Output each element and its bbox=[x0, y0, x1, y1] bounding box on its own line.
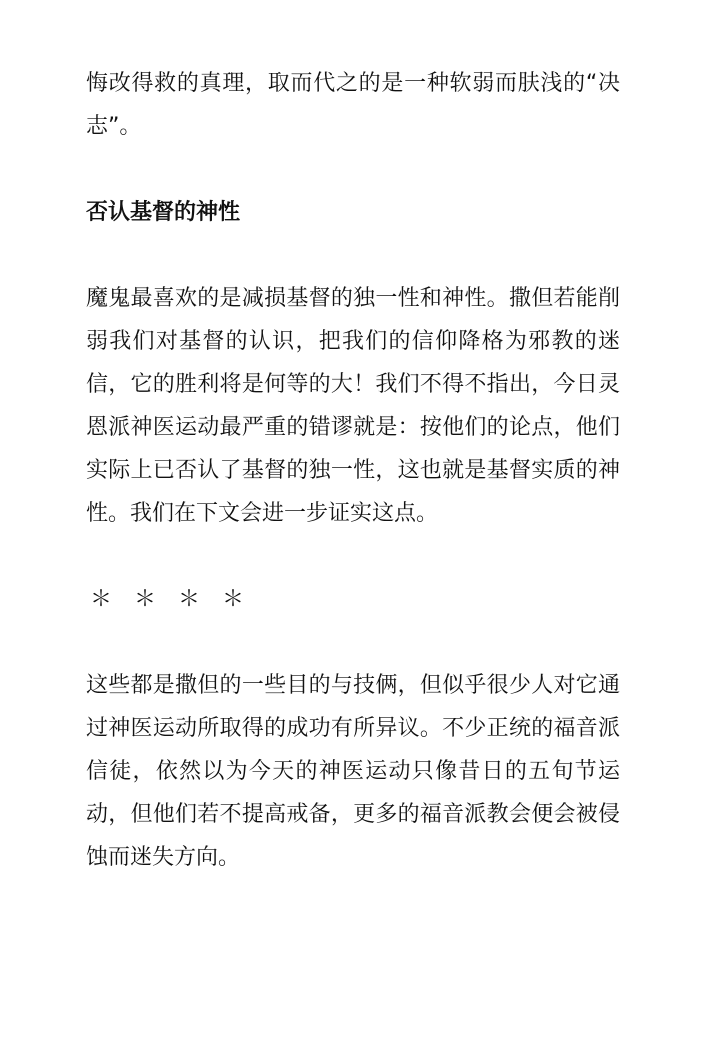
document-page bbox=[86, 62, 620, 879]
paragraph-body: 魔鬼最喜欢的是减损基督的独一性和神性。撒但若能削弱我们对基督的认识，把我们的信仰降格为邪教的迷信，它的胜利将是何等的大！我们不得不指出，今日灵恩派神医运动最严重的错谬就是：按他们的论点，他们实际上已否认了基督的独一性，这也就是基督实质的神性。我们在下文会进一步证实这点。 bbox=[86, 286, 620, 526]
paragraph-closing: 这些都是撒但的一些目的与技俩，但似乎很少人对它通过神医运动所取得的成功有所异议。不少正统的福音派信徒，依然以为今天的神医运动只像昔日的五旬节运动，但他们若不提高戒备，更多的福音派教会便会被侵蚀而迷失方向。 bbox=[86, 673, 620, 870]
spacer bbox=[86, 234, 620, 277]
section-separator: ＊ ＊ ＊ ＊ bbox=[90, 587, 245, 612]
section-heading: 否认基督的神性 bbox=[86, 200, 241, 225]
spacer bbox=[86, 535, 620, 578]
paragraph-intro: 悔改得救的真理，取而代之的是一种软弱而肤浅的“决志”。 bbox=[86, 71, 620, 139]
spacer bbox=[86, 148, 620, 191]
spacer bbox=[86, 621, 620, 664]
